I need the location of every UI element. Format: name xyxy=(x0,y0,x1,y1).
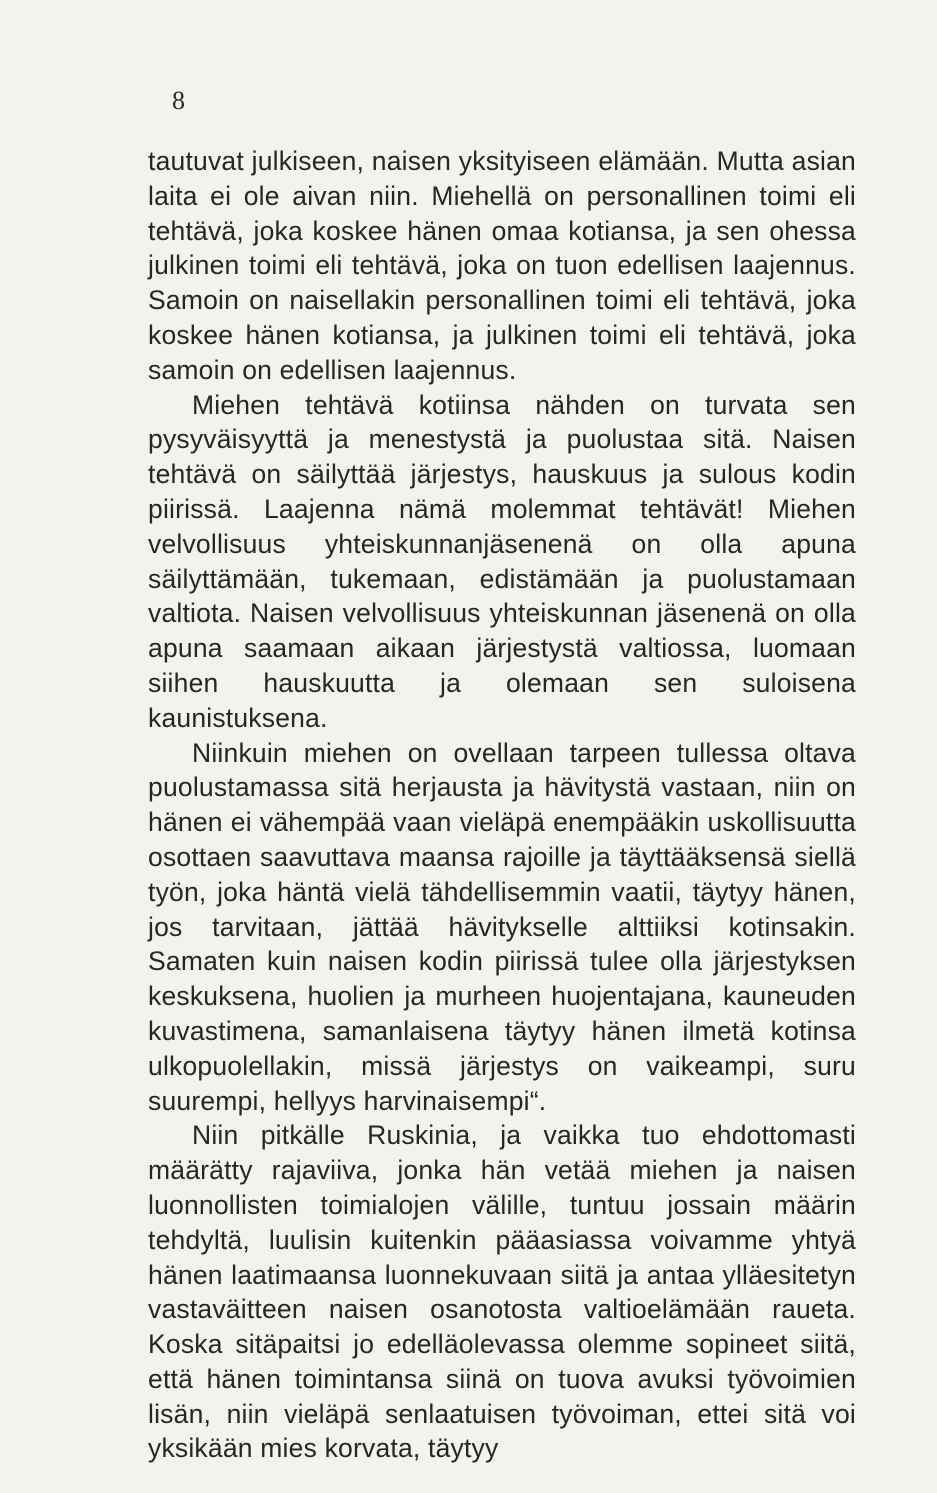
paragraph: tautuvat julkiseen, naisen yksityiseen elämään. Mutta asian laita ei ole aivan niin. Miehellä on personallinen toimi eli tehtävä, joka koskee hänen omaa kotiansa, ja sen ohessa julkinen toimi eli tehtävä, joka on tuon edellisen laajennus. Samoin on naisellakin personallinen toimi eli tehtävä, joka koskee hänen kotiansa, ja julkinen toimi eli tehtävä, joka samoin on edellisen laajennus. xyxy=(148,146,856,385)
page-number: 8 xyxy=(172,86,185,115)
body-text xyxy=(148,144,856,1466)
paragraph: Niin pitkälle Ruskinia, ja vaikka tuo ehdottomasti määrätty rajaviiva, jonka hän vetää miehen ja naisen luonnollisten toimialojen välille, tuntuu jossain määrin tehdyltä, luulisin kuitenkin pääasiassa voivamme yhtyä hänen laatimaansa luonnekuvaan siitä ja antaa ylläesitetyn vastaväitteen naisen osanotosta valtioelämään raueta. Koska sitäpaitsi jo edelläolevassa olemme sopineet siitä, että hänen toimintansa siinä on tuova avuksi työvoimien lisän, niin vieläpä senlaatuisen työvoiman, ettei sitä voi yksikään mies korvata, täytyy xyxy=(148,1120,856,1464)
paragraph: Niinkuin miehen on ovellaan tarpeen tullessa oltava puolustamassa sitä herjausta ja hävitystä vastaan, niin on hänen ei vähempää vaan vieläpä enempääkin uskollisuutta osottaen saavuttava maansa rajoille ja täyttääksensä siellä työn, joka häntä vielä tähdellisemmin vaatii, täytyy hänen, jos tarvitaan, jättää hävitykselle alttiiksi kotinsakin. Samaten kuin naisen kodin piirissä tulee olla järjestyksen keskuksena, huolien ja murheen huojentajana, kauneuden kuvastimena, samanlaisena täytyy hänen ilmetä kotinsa ulkopuolellakin, missä järjestys on vaikeampi, suru suurempi, hellyys harvinaisempi“. xyxy=(148,737,856,1116)
paragraph: Miehen tehtävä kotiinsa nähden on turvata sen pysyväisyyttä ja menestystä ja puolustaa sitä. Naisen tehtävä on säilyttää järjestys, hauskuus ja sulous kodin piirissä. Laajenna nämä molemmat tehtävät! Miehen velvollisuus yhteiskunnanjäsenenä on olla apuna säilyttämään, tukemaan, edistämään ja puolustamaan valtiota. Naisen velvollisuus yhteiskunnan jäsenenä on olla apuna saamaan aikaan järjestystä valtiossa, luomaan siihen hauskuutta ja olemaan sen suloisena kaunistuksena. xyxy=(148,389,856,733)
